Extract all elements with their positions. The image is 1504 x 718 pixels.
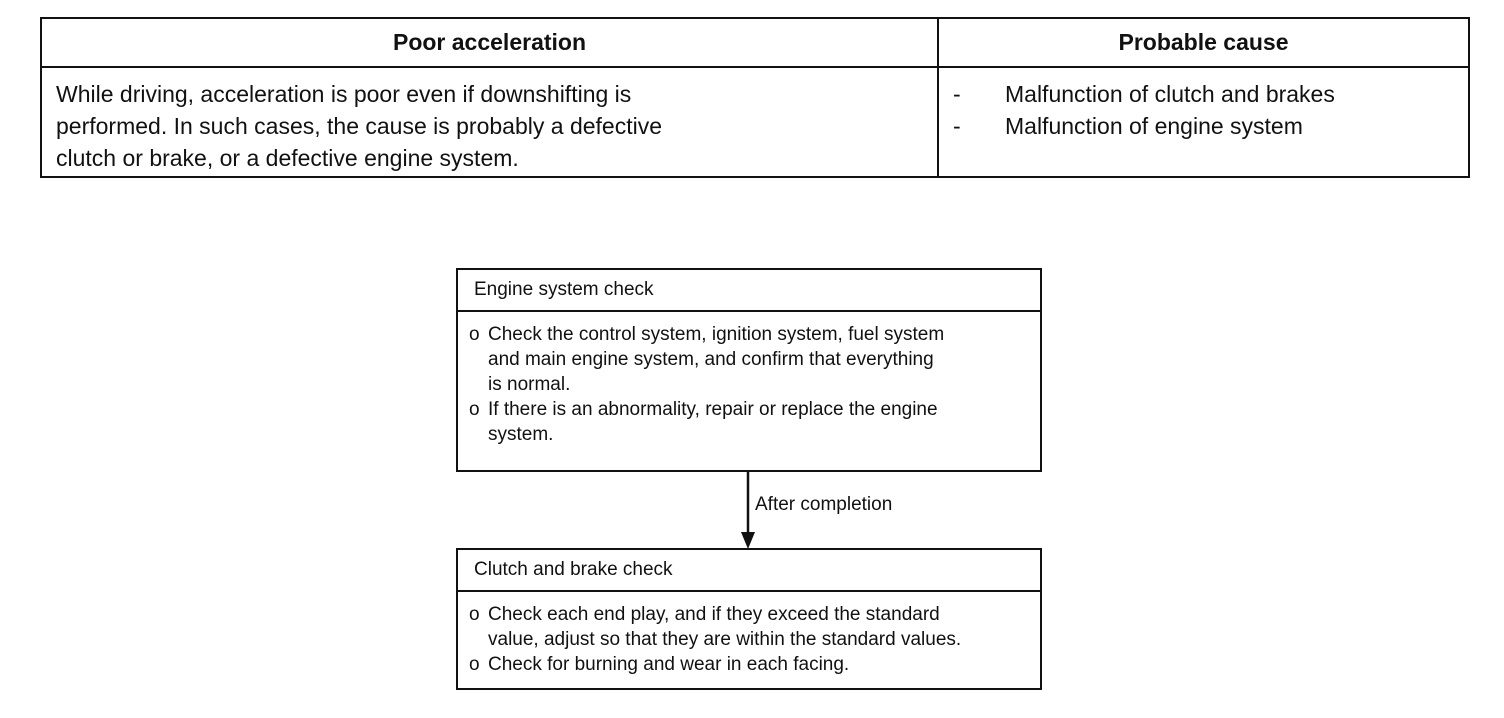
step-line: system. bbox=[488, 424, 554, 445]
step-text bbox=[488, 652, 849, 677]
clutch-check-box bbox=[456, 548, 1042, 690]
step-line: If there is an abnormality, repair or replace the engine bbox=[488, 399, 938, 420]
step-text bbox=[488, 397, 938, 447]
cause-text: Malfunction of engine system bbox=[1005, 113, 1303, 139]
cause-marker: - bbox=[953, 81, 961, 107]
step-line: value, adjust so that they are within the standard values. bbox=[488, 629, 962, 650]
cause-list bbox=[939, 68, 1468, 176]
clutch-step bbox=[469, 602, 1026, 652]
arrow-label: After completion bbox=[755, 494, 893, 515]
engine-check-steps bbox=[458, 312, 1040, 447]
step-line: Check for burning and wear in each facing. bbox=[488, 654, 850, 675]
cause-text: Malfunction of clutch and brakes bbox=[1005, 81, 1335, 107]
engine-step bbox=[469, 322, 1026, 397]
cause-marker: - bbox=[953, 113, 961, 139]
engine-check-title: Engine system check bbox=[458, 270, 1040, 312]
step-bullet: o bbox=[469, 324, 480, 345]
clutch-check-steps bbox=[458, 592, 1040, 677]
step-line: Check the control system, ignition system, fuel system bbox=[488, 324, 945, 345]
step-text bbox=[488, 602, 961, 652]
step-bullet: o bbox=[469, 399, 480, 420]
symptom-description bbox=[42, 68, 939, 176]
engine-step bbox=[469, 397, 1026, 447]
symptom-header: Poor acceleration bbox=[42, 19, 939, 68]
step-bullet: o bbox=[469, 604, 480, 625]
clutch-check-title: Clutch and brake check bbox=[458, 550, 1040, 592]
step-line: Check each end play, and if they exceed the standard bbox=[488, 604, 940, 625]
step-text bbox=[488, 322, 944, 397]
cause-header: Probable cause bbox=[939, 19, 1468, 68]
step-line: is normal. bbox=[488, 374, 571, 395]
description-line: clutch or brake, or a defective engine system. bbox=[56, 145, 519, 171]
description-line: performed. In such cases, the cause is probably a defective bbox=[56, 113, 662, 139]
step-bullet: o bbox=[469, 654, 480, 675]
description-line: While driving, acceleration is poor even if downshifting is bbox=[56, 81, 632, 107]
cause-item bbox=[953, 110, 1454, 142]
engine-check-box bbox=[456, 268, 1042, 472]
cause-item bbox=[953, 78, 1454, 110]
symptom-table bbox=[40, 17, 1470, 178]
step-line: and main engine system, and confirm that everything bbox=[488, 349, 934, 370]
clutch-step bbox=[469, 652, 1026, 677]
